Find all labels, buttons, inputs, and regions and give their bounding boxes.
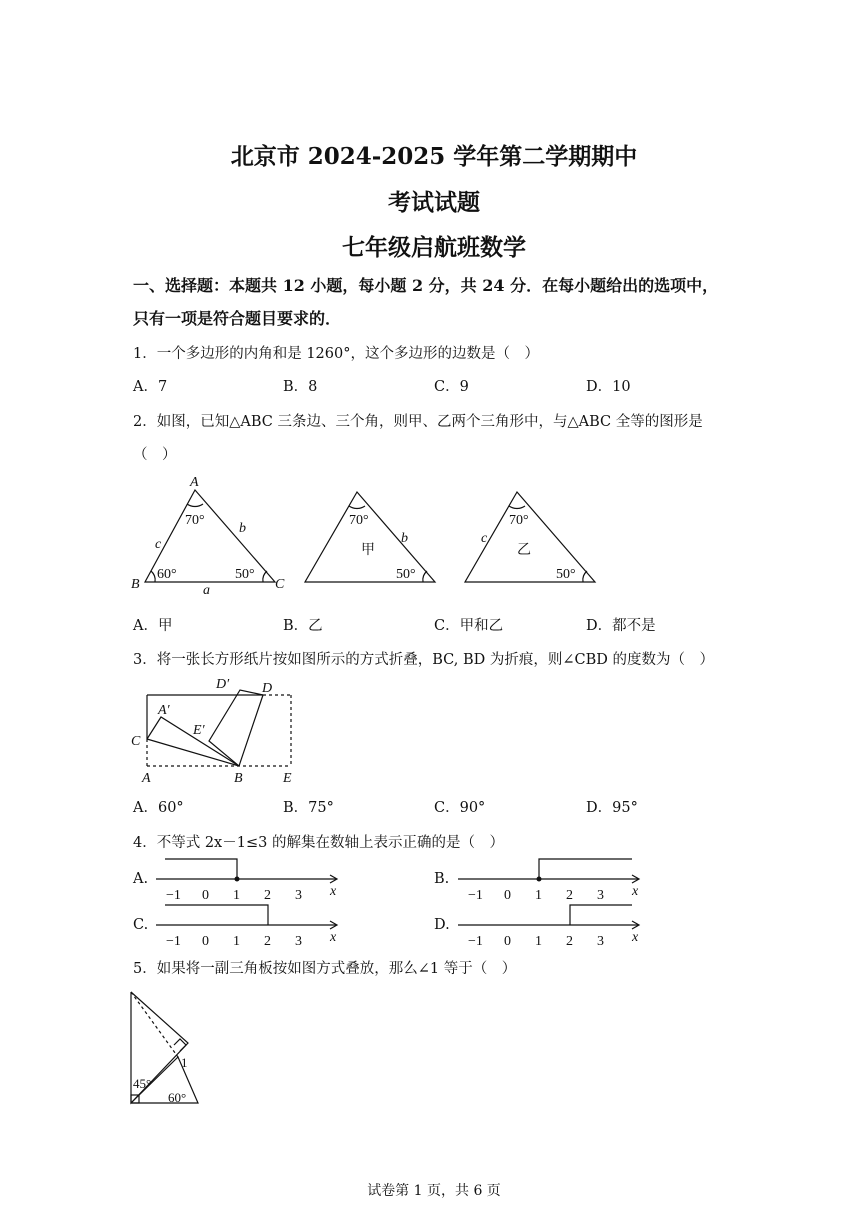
svg-text:3: 3 (597, 888, 604, 903)
q1-option-c[interactable]: C．9 (434, 379, 469, 395)
svg-text:−1: −1 (468, 934, 483, 949)
q4-number-line-d[interactable] (452, 901, 647, 951)
q4-option-b-label[interactable]: B. (434, 871, 450, 887)
label-yi-side-c: c (481, 531, 488, 546)
solid-dot-b (537, 877, 542, 882)
q3-option-a[interactable]: A．60° (133, 800, 184, 816)
fold-bc (147, 739, 239, 766)
label-e: E (283, 771, 292, 786)
label-yi-name: 乙 (517, 543, 531, 558)
label-side-c: c (155, 537, 162, 552)
q1-option-d[interactable]: D．10 (586, 379, 631, 395)
q2-option-c[interactable]: C．甲和乙 (434, 618, 504, 634)
q3-option-d[interactable]: D．95° (586, 800, 638, 816)
svg-text:2: 2 (566, 934, 573, 949)
label-d-prime: D′ (216, 677, 230, 692)
svg-text:x: x (330, 884, 337, 899)
label-jia-name: 甲 (361, 543, 375, 558)
svg-text:0: 0 (202, 888, 209, 903)
svg-text:2: 2 (264, 934, 271, 949)
exam-title-line3: 七年级启航班数学 (342, 234, 526, 261)
q3-stem: 3．将一张长方形纸片按如图所示的方式折叠，BC, BD 为折痕，则∠CBD 的度数为（ ） (133, 652, 714, 668)
solution-ray-b (539, 859, 632, 879)
svg-text:1: 1 (535, 934, 542, 949)
svg-text:3: 3 (295, 934, 302, 949)
exam-title-line2: 考试试题 (388, 189, 480, 216)
label-d: D (262, 681, 273, 696)
svg-text:x: x (632, 930, 639, 945)
svg-text:1: 1 (535, 888, 542, 903)
label-b-vertex: B (131, 577, 140, 592)
solution-ray-d (570, 905, 632, 925)
q1-stem: 1．一个多边形的内角和是 1260°，这个多边形的边数是（ ） (133, 346, 539, 362)
q2-stem: 2．如图，已知△ABC 三条边、三个角，则甲、乙两个三角形中，与△ABC 全等的图形是 (133, 414, 703, 430)
q2-triangles-figure (125, 470, 605, 600)
solution-ray-c (165, 905, 268, 925)
svg-text:x: x (632, 884, 639, 899)
angle-mark-b (151, 571, 155, 582)
label-angle-70: 70° (185, 513, 205, 528)
label-60: 60° (168, 1090, 187, 1105)
svg-text:2: 2 (264, 888, 271, 903)
q3-folding-figure (128, 672, 308, 787)
svg-text:2: 2 (566, 888, 573, 903)
section-heading-line1: 一、选择题：本题共 12 小题，每小题 2 分，共 24 分．在每小题给出的选项中， (133, 276, 719, 295)
fold-bd (239, 695, 263, 766)
q4-stem: 4．不等式 2x－1≤3 的解集在数轴上表示正确的是（ ） (133, 835, 504, 851)
q2-option-b[interactable]: B．乙 (283, 618, 323, 634)
label-side-b: b (239, 521, 246, 536)
exam-title-line1: 北京市 2024-2025 学年第二学期期中 (230, 143, 638, 170)
label-45: 45° (133, 1076, 152, 1091)
q4-number-line-a[interactable] (150, 855, 345, 905)
solid-dot-a (235, 877, 240, 882)
q1-option-b[interactable]: B．8 (283, 379, 318, 395)
label-c-vertex: C (275, 577, 285, 592)
section-heading-line2: 只有一项是符合题目要求的． (133, 309, 342, 328)
svg-text:3: 3 (295, 888, 302, 903)
label-e-prime: E′ (193, 723, 205, 738)
svg-text:−1: −1 (468, 888, 483, 903)
folded-quad-d (209, 690, 263, 766)
dashed-line (131, 992, 178, 1057)
angle-mark-yi-top (509, 506, 525, 509)
svg-text:−1: −1 (166, 888, 181, 903)
label-a-vertex: A (190, 475, 199, 490)
svg-text:−1: −1 (166, 934, 181, 949)
svg-text:1: 1 (233, 888, 240, 903)
svg-text:0: 0 (504, 888, 511, 903)
q3-option-c[interactable]: C．90° (434, 800, 486, 816)
q4-number-line-b[interactable] (452, 855, 647, 905)
q4-option-c-label[interactable]: C. (133, 917, 149, 933)
label-a: A (142, 771, 151, 786)
label-side-a: a (203, 583, 210, 598)
label-b: B (234, 771, 243, 786)
page-footer: 试卷第 1 页，共 6 页 (367, 1183, 501, 1199)
svg-text:3: 3 (597, 934, 604, 949)
label-c: C (131, 734, 141, 749)
label-angle-1: 1 (181, 1055, 188, 1070)
label-jia-angle-70: 70° (349, 513, 369, 528)
label-a-prime: A′ (158, 703, 170, 718)
svg-text:0: 0 (202, 934, 209, 949)
svg-text:0: 0 (504, 934, 511, 949)
q2-stem-bracket: （ ） (133, 447, 177, 463)
q2-option-d[interactable]: D．都不是 (586, 618, 656, 634)
label-yi-angle-70: 70° (509, 513, 529, 528)
label-yi-angle-50: 50° (556, 567, 576, 582)
label-jia-angle-50: 50° (396, 567, 416, 582)
q5-triangle-rulers-figure (124, 985, 209, 1110)
q4-number-line-c[interactable] (150, 901, 345, 951)
label-angle-50: 50° (235, 567, 255, 582)
q2-option-a[interactable]: A．甲 (133, 618, 173, 634)
q1-option-a[interactable]: A．7 (133, 379, 168, 395)
angle-mark-jia-top (349, 506, 365, 509)
label-angle-60: 60° (157, 567, 177, 582)
svg-text:x: x (330, 930, 337, 945)
q5-stem: 5．如果将一副三角板按如图方式叠放，那么∠1 等于（ ） (133, 961, 517, 977)
q4-option-a-label[interactable]: A. (133, 871, 149, 887)
svg-text:1: 1 (233, 934, 240, 949)
q3-option-b[interactable]: B．75° (283, 800, 334, 816)
label-jia-side-b: b (401, 531, 408, 546)
solution-ray-a (165, 859, 237, 879)
q4-option-d-label[interactable]: D. (434, 917, 450, 933)
angle-mark-a (187, 504, 203, 507)
